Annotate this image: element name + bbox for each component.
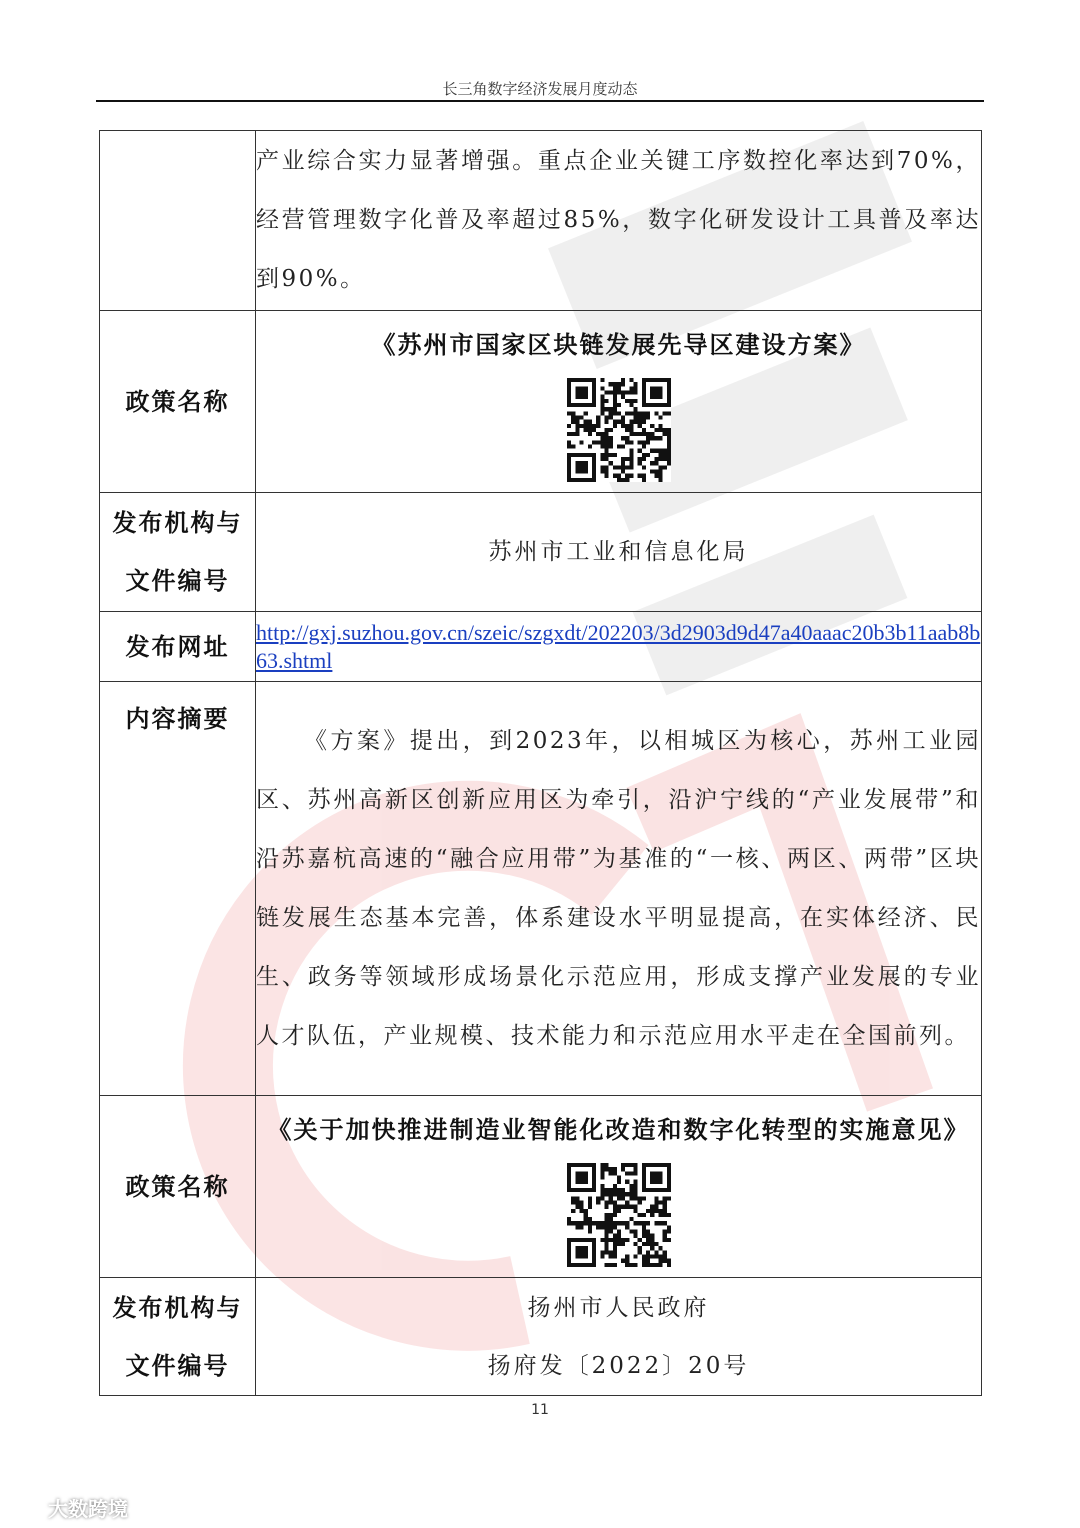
- policy-name-cell: [256, 1096, 982, 1278]
- publisher-label-line: 文件编号: [125, 1351, 230, 1380]
- publisher-label-line: 发布机构与: [112, 509, 243, 537]
- page-header: 长三角数字经济发展月度动态: [442, 80, 638, 98]
- content-cell: [256, 131, 982, 311]
- policy-title: 《关于加快推进制造业智能化改造和数字化转型的实施意见》: [267, 1116, 970, 1144]
- table-row: [100, 311, 982, 493]
- publisher-label: [100, 493, 256, 612]
- url-label: 发布网址: [100, 612, 256, 682]
- publisher-cell: [256, 1278, 982, 1396]
- source-brand: 大数跨境: [48, 1496, 128, 1521]
- policy-name-label: 政策名称: [100, 1096, 256, 1278]
- policy-name-cell: [256, 311, 982, 493]
- qr-code-icon[interactable]: [567, 378, 671, 482]
- summary-cell: [256, 682, 982, 1096]
- policy-table: [99, 130, 982, 1396]
- wechat-logo-icon: [8, 1495, 42, 1519]
- publisher-value: 扬州市人民政府: [527, 1294, 710, 1321]
- continuation-text: 产业综合实力显著增强。重点企业关键工序数控化率达到70%，经营管理数字化普及率超过85%，数字化研发设计工具普及率达到90%。: [256, 148, 981, 292]
- header-divider: [96, 100, 984, 102]
- table-row: [100, 1278, 982, 1396]
- publisher-label: [100, 1278, 256, 1396]
- publisher-value: 苏州市工业和信息化局: [488, 539, 749, 565]
- url-cell: [256, 612, 982, 682]
- publish-url-link[interactable]: http://gxj.suzhou.gov.cn/szeic/szgxdt/202203/3d2903d9d47a40aaac20b3b11aab8b63.shtml: [256, 619, 981, 673]
- policy-title: 《苏州市国家区块链发展先导区建设方案》: [371, 331, 866, 359]
- source-watermark: [8, 1492, 128, 1522]
- publisher-label-line: 文件编号: [125, 567, 230, 595]
- table-row: [100, 682, 982, 1096]
- document-number: 扬府发〔2022〕20号: [487, 1352, 750, 1379]
- table-row: [100, 1096, 982, 1278]
- summary-label: 内容摘要: [100, 682, 256, 1096]
- publisher-cell: [256, 493, 982, 612]
- table-row: [100, 131, 982, 311]
- table-row: [100, 493, 982, 612]
- summary-text: 《方案》提出，到2023年，以相城区为核心，苏州工业园区、苏州高新区创新应用区为牵引，沿沪宁线的“产业发展带”和沿苏嘉杭高速的“融合应用带”为基准的“一核、两区、两带”区块链发展生态基本完善，体系建设水平明显提高，在实体经济、民生、政务等领域形成场景化示范应用，形成支撑产业发展的专业人才队伍，产业规模、技术能力和示范应用水平走在全国前列。: [256, 727, 981, 1049]
- table-row: [100, 612, 982, 682]
- page-number: 11: [531, 1402, 549, 1418]
- empty-label-cell: [100, 131, 256, 311]
- publisher-label-line: 发布机构与: [112, 1293, 243, 1322]
- qr-code-icon[interactable]: [567, 1163, 671, 1267]
- policy-name-label: 政策名称: [100, 311, 256, 493]
